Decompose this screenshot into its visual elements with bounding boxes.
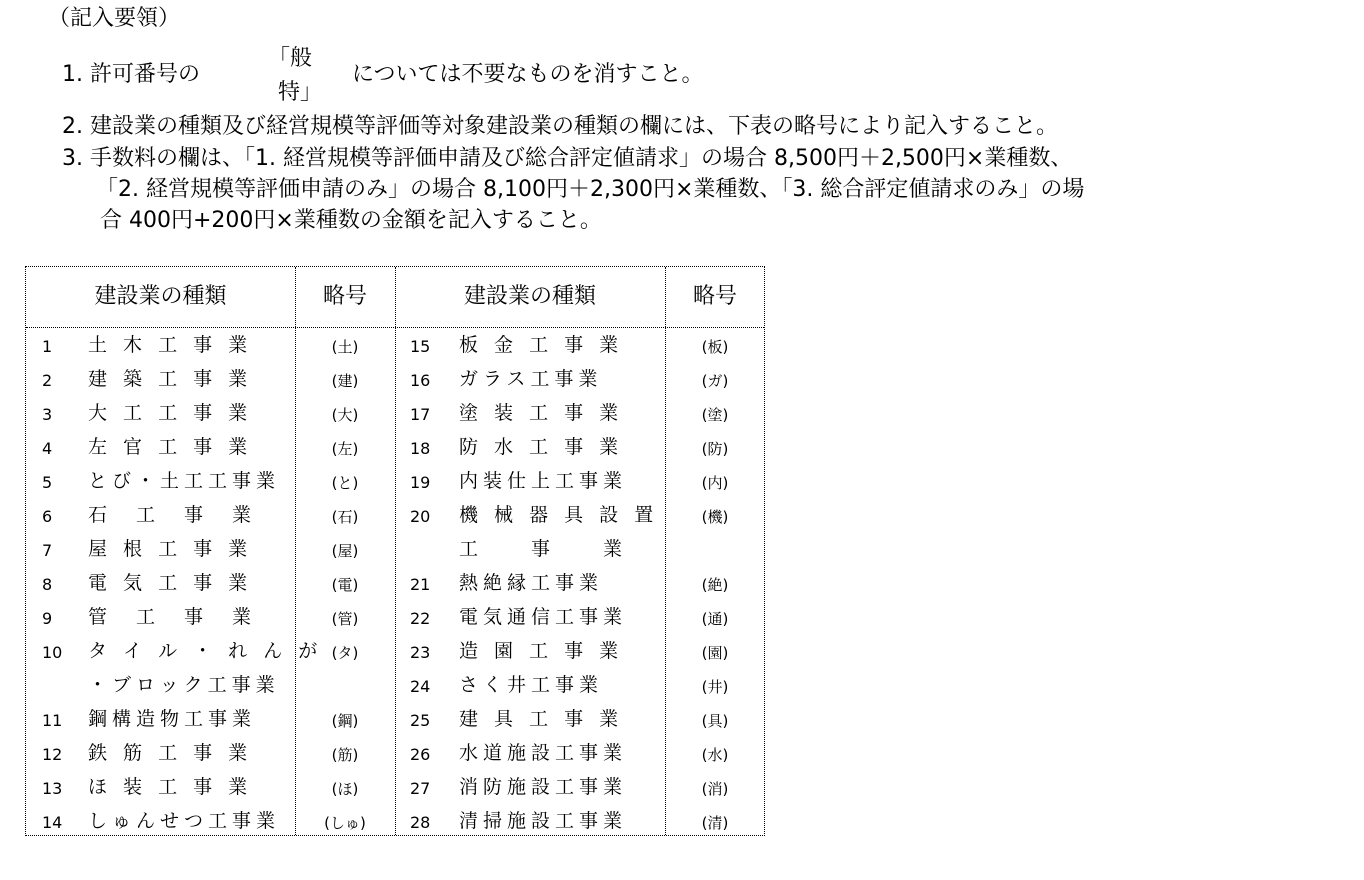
construction-type-abbr: (タ) — [331, 644, 359, 662]
construction-type-name: 造 園 工 事 業 — [459, 640, 624, 662]
row-number: 11 — [42, 711, 63, 730]
header-type-left: 建設業の種類 — [94, 284, 227, 309]
construction-type-abbr: (具) — [701, 712, 729, 730]
construction-type-abbr: (通) — [701, 610, 729, 628]
row-number: 18 — [410, 439, 431, 458]
row-number: 27 — [410, 779, 431, 798]
construction-type-name: 建 築 工 事 業 — [88, 368, 253, 390]
row-number: 20 — [410, 507, 431, 526]
construction-type-name: 電気通信工事業 — [459, 606, 628, 628]
table-header-divider — [26, 327, 764, 328]
construction-type-name: タ イ ル ・ れ ん が — [88, 640, 323, 662]
instruction-item-3-line-2: 「2. 経営規模等評価申請のみ」の場合 8,100円＋2,300円×業種数、「3. 総合評定値請求のみ」の場 — [96, 177, 1085, 202]
construction-type-abbr: (園) — [701, 644, 729, 662]
construction-type-name: ・ブロック工事業 — [88, 674, 280, 696]
row-number: 4 — [42, 439, 53, 458]
row-number: 5 — [42, 473, 53, 492]
construction-type-name: 清掃施設工事業 — [459, 810, 628, 832]
row-number: 21 — [410, 575, 431, 594]
construction-type-abbr: (電) — [331, 576, 359, 594]
row-number: 28 — [410, 813, 431, 832]
row-number: 15 — [410, 337, 431, 356]
row-number: 7 — [42, 541, 53, 560]
construction-type-name: 左 官 工 事 業 — [88, 436, 253, 458]
construction-type-abbr: (ほ) — [331, 780, 359, 798]
instruction-item-3-line-3: 合 400円+200円×業種数の金額を記入すること。 — [100, 208, 602, 233]
construction-type-name: 屋 根 工 事 業 — [88, 538, 253, 560]
construction-type-abbr: (しゅ) — [324, 814, 366, 832]
row-number: 10 — [42, 643, 63, 662]
row-number: 13 — [42, 779, 63, 798]
row-number: 22 — [410, 609, 431, 628]
construction-type-abbr: (水) — [701, 746, 729, 764]
instruction-item-2: 2. 建設業の種類及び経営規模等評価等対象建設業の種類の欄には、下表の略号により記入すること。 — [62, 114, 1058, 139]
construction-type-name: 土 木 工 事 業 — [88, 334, 253, 356]
construction-type-name: 水道施設工事業 — [459, 742, 628, 764]
instruction-item-1-prefix: 1. 許可番号の — [62, 62, 200, 87]
construction-type-name: 内装仕上工事業 — [459, 470, 628, 492]
construction-type-name: 消防施設工事業 — [459, 776, 628, 798]
construction-type-abbr: (筋) — [331, 746, 359, 764]
construction-type-name: 熱絶縁工事業 — [459, 572, 604, 594]
construction-type-table — [25, 266, 765, 836]
construction-type-abbr: (土) — [331, 338, 359, 356]
row-number: 23 — [410, 643, 431, 662]
construction-type-abbr: (石) — [331, 508, 359, 526]
construction-type-abbr: (と) — [331, 474, 359, 492]
construction-type-name: 石 工 事 業 — [88, 504, 257, 526]
header-abbr-right: 略号 — [692, 284, 737, 309]
construction-type-abbr: (大) — [331, 406, 359, 424]
construction-type-abbr: (消) — [701, 780, 729, 798]
row-number: 26 — [410, 745, 431, 764]
row-number: 12 — [42, 745, 63, 764]
row-number: 16 — [410, 371, 431, 390]
construction-type-name: 管 工 事 業 — [88, 606, 257, 628]
construction-type-abbr: (ガ) — [701, 372, 729, 390]
construction-type-abbr: (屋) — [331, 542, 359, 560]
instructions-heading: （記入要領） — [48, 6, 181, 31]
construction-type-name: ガラス工事業 — [459, 368, 603, 390]
construction-type-name: 機 械 器 具 設 置 — [459, 504, 659, 526]
row-number: 9 — [42, 609, 53, 628]
construction-type-name: 工 事 業 — [459, 538, 628, 560]
instruction-item-3-line-1: 3. 手数料の欄は、「1. 経営規模等評価申請及び総合評定値請求」の場合 8,500円＋2,500円×業種数、 — [62, 146, 1073, 171]
table-divider — [395, 267, 396, 835]
construction-type-name: さく井工事業 — [459, 674, 604, 696]
construction-type-name: しゅんせつ工事業 — [88, 810, 281, 832]
construction-type-name: 鉄 筋 工 事 業 — [88, 742, 253, 764]
construction-type-abbr: (鋼) — [331, 712, 359, 730]
construction-type-name: 大 工 工 事 業 — [88, 402, 253, 424]
construction-type-abbr: (機) — [701, 508, 729, 526]
construction-type-abbr: (左) — [331, 440, 359, 458]
construction-type-name: 防 水 工 事 業 — [459, 436, 624, 458]
instruction-item-1-bracket-bottom: 特」 — [278, 80, 323, 105]
construction-type-abbr: (絶) — [701, 576, 729, 594]
construction-type-abbr: (内) — [701, 474, 729, 492]
construction-type-abbr: (清) — [701, 814, 729, 832]
construction-type-name: 電 気 工 事 業 — [88, 572, 253, 594]
construction-type-name: 塗 装 工 事 業 — [459, 402, 624, 424]
construction-type-name: ほ 装 工 事 業 — [88, 776, 253, 798]
instruction-item-1-bracket-top: 「般 — [268, 46, 313, 71]
row-number: 17 — [410, 405, 431, 424]
row-number: 14 — [42, 813, 63, 832]
construction-type-abbr: (防) — [701, 440, 729, 458]
construction-type-abbr: (建) — [331, 372, 359, 390]
row-number: 2 — [42, 371, 53, 390]
construction-type-abbr: (塗) — [701, 406, 729, 424]
header-abbr-left: 略号 — [322, 284, 367, 309]
row-number: 6 — [42, 507, 53, 526]
row-number: 19 — [410, 473, 431, 492]
row-number: 3 — [42, 405, 53, 424]
construction-type-abbr: (井) — [701, 678, 729, 696]
construction-type-name: とび・土工工事業 — [88, 470, 281, 492]
row-number: 25 — [410, 711, 431, 730]
construction-type-name: 鋼構造物工事業 — [88, 708, 257, 730]
header-type-right: 建設業の種類 — [463, 284, 596, 309]
construction-type-name: 板 金 工 事 業 — [459, 334, 624, 356]
construction-type-abbr: (板) — [701, 338, 729, 356]
row-number: 1 — [42, 337, 53, 356]
construction-type-abbr: (管) — [331, 610, 359, 628]
construction-type-name: 建 具 工 事 業 — [459, 708, 624, 730]
row-number: 8 — [42, 575, 53, 594]
row-number: 24 — [410, 677, 431, 696]
instruction-item-1-suffix: については不要なものを消すこと。 — [352, 62, 704, 87]
